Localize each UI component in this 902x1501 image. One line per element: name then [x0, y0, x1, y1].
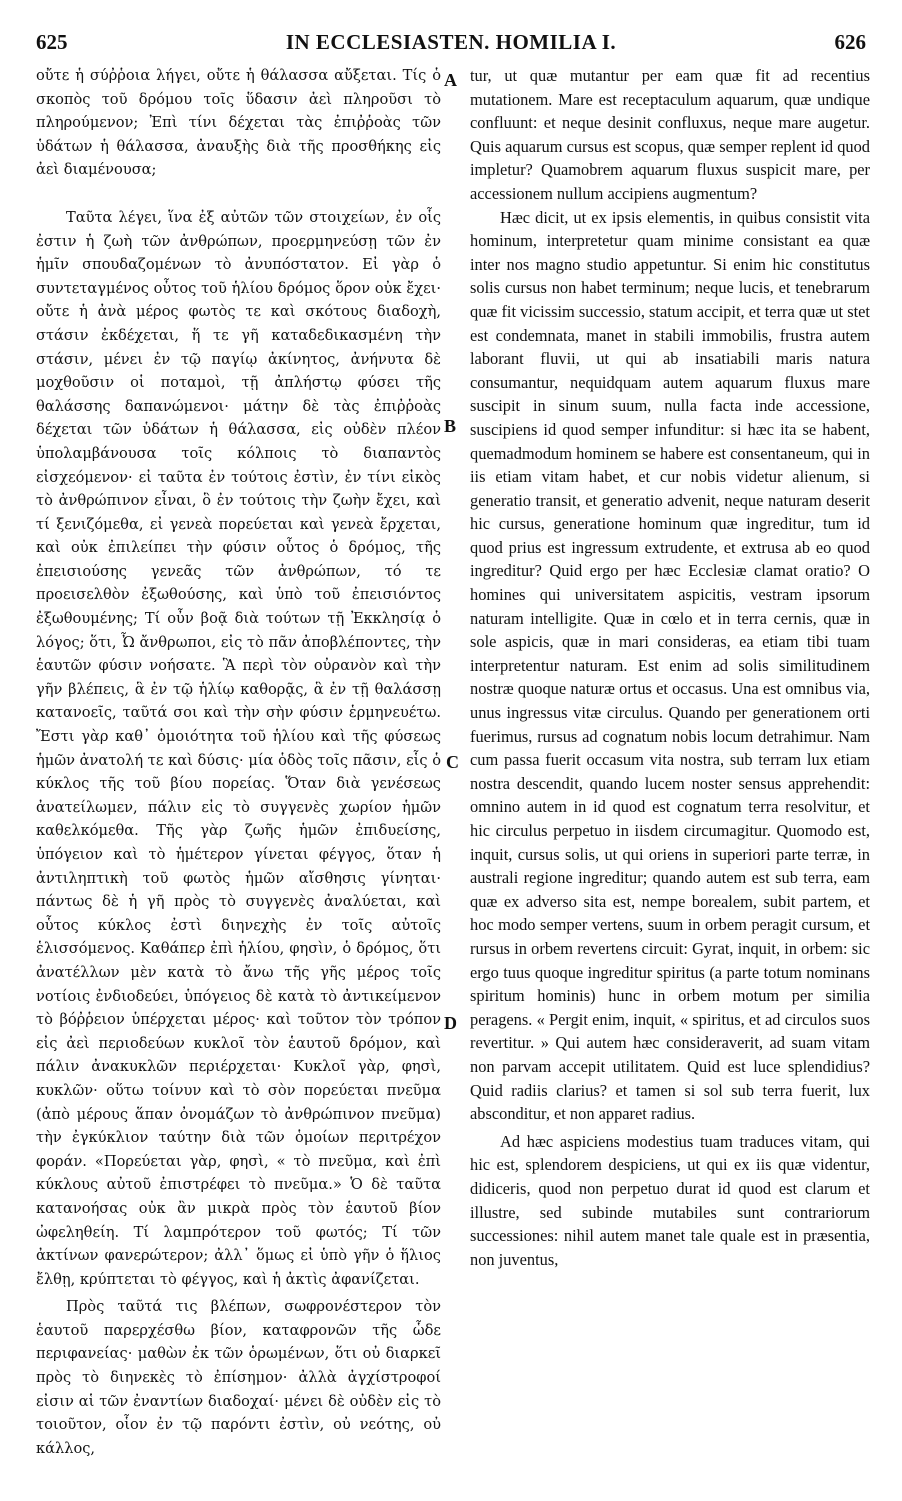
margin-marker-b: B [444, 416, 457, 436]
page-number-right: 626 [834, 30, 866, 54]
margin-marker-d: D [444, 1013, 457, 1033]
greek-paragraph-1: οὔτε ἡ σύῤῥοια λήγει, οὔτε ἡ θάλασσα αὔξεται. Τίς ὁ σκοπὸς τοῦ δρόμου τοῖς ὕδασιν ἀεὶ πληροῦσι τὸ πληρούμενον; Ἐπὶ τίνι δέχεται τὰς ἐπιῤῥοὰς τῶν ὑδάτων ἡ θάλασσα, ἀναυξὴς διὰ τῆς προσθήκης εἰς ἀεὶ διαμένουσα; [36, 67, 441, 179]
page-number-left: 625 [36, 30, 68, 54]
greek-column [36, 64, 441, 1494]
running-header [0, 30, 902, 60]
latin-paragraph-3: Ad hæc aspiciens modestius tuam traduces vitam, qui hic est, splendorem despiciens, ut qui ex iis quæ videntur, didiceris, quod non perpetuo durat id quod est clarum et illustre, sed subinde mutabiles sunt contrariorum successiones: nihil autem manet tale quale est in præsentia, non juventus, [470, 1131, 870, 1269]
margin-marker-c: C [446, 752, 459, 772]
latin-paragraph-2: Hæc dicit, ut ex ipsis elementis, in quibus consistit vita hominum, interpretetur quam minime consistant ea quæ inter nos magno studio appetuntur. Si enim hic constitutus solis cursus non habet terminum; neque lucis, et tenebrarum quæ fit vicissim successio, statum accipit, et terra quæ ut stet est condemnata, manet in stabili immobilis, frustra autem laborant fluvii, ut qui ab insatiabili maris natura consumantur, nequidquam autem aquarum fluxus mare suscipit in sinum suum, nulla facta inde accessione, suscipiens id quod semper infunditur: si hæc ita se habent, quemadmodum hominem se habere est consentaneum, qui in iis etiam vitam habet, et cur nobis videtur alienum, si generatio transit, et generatio advenit, neque naturam deserit hic cursus, generatione hominum quæ ingreditur, tum id quod prius est ingressum extrudente, et extrusa ab eo quod ingreditur? Quid ergo per hæc Ecclesiæ clamat oratio? O homines qui universitatem aspicitis, vestram ipsorum naturam intelligite. Quæ in cœlo et in terra cernis, quæ in sole aspicis, quæ in mari consideras, ea etiam tibi tuam interpretentur naturam. Est enim ad solis similitudinem nostræ quoque naturæ ortus et occasus. Una est omnibus via, unus ingressus vitæ circulus. Quando per generationem orti fuerimus, rursus ad cognatum nobis locum detrahimur. Nam cum passa fuerit occasum vita nostra, sub terram lux etiam nostra descendit, quando lucem noster sensus apprehendit: omnino autem in id quod est cognatum terra resolvitur, et hic circulus perpetuo in iisdem circumagitur. Quomodo est, inquit, cursus solis, ut qui oriens in superiori parte terræ, in australi regione ingreditur; quando autem est sub terra, eam quæ ex adverso sita est, nempe borealem, subit partem, et hoc modo semper vertens, suum in orbem peragit cursum, et rursus in orbem revertens circuit: Gyrat, inquit, in orbem: sic ergo tuus quoque ingreditur spiritus (a parte totum nominans spiritum hominis) hunc in orbem motum per similia peragens. « Pergit enim, inquit, « spiritus, et ad circulos suos revertitur. » Qui autem hæc consideraverit, ad suam vitam non parvam accepit utilitatem. Quid est luce splendidius? Quid radiis clarius? et tamen si sol sub terra fuerit, lux absconditur, et non apparet radius. [470, 207, 870, 1124]
latin-paragraph-1: tur, ut quæ mutantur per eam quæ fit ad recentius mutationem. Mare est receptaculum aquarum, quæ undique confluunt: et neque desinit confluxus, neque mare augetur. Quis aquarum cursus est scopus, quæ semper replent id quod impletur? Quamobrem aquarum fluxus suspicit mare, per accessionem nullum accipiens augmentum? [470, 66, 870, 203]
margin-marker-a: A [444, 70, 457, 90]
greek-paragraph-2: Ταῦτα λέγει, ἵνα ἐξ αὐτῶν τῶν στοιχείων, ἐν οἷς ἐστιν ἡ ζωὴ τῶν ἀνθρώπων, προερμηνεύσῃ τῶν ἐν ἡμῖν σπουδαζομένων τὸ ἀνυπόστατον. Εἰ γὰρ ὁ συντεταγμένος οὗτος τοῦ ἡλίου δρόμος ὅρον οὐκ ἔχει· οὔτε ἡ ἀνὰ μέρος φωτὸς τε καὶ σκότους διαδοχὴ, στάσιν ἐκδέχεται, ἥ τε γῆ καταδεδικασμένη τὴν στάσιν, μένει ἐν τῷ παγίῳ ἀκίνητος, ἀνήνυτα δὲ μοχθοῦσιν οἱ ποταμοὶ, τῇ ἀπλήστῳ φύσει τῆς θαλάσσης δαπανώμενοι· μάτην δὲ τὰς ἐπιῤῥοὰς δέχεται τῶν ὑδάτων ἡ θάλασσα, εἰς οὐδὲν πλέον ὑπολαμβάνουσα τοῖς κόλποις τὸ διαπαντὸς εἰσχεόμενον· εἰ ταῦτα ἐν τούτοις ἐστὶν, ἐν τίνι εἰκὸς τὸ ἀνθρώπινον εἶναι, ὃ ἐν τούτοις τὴν ζωὴν ἔχει, καὶ τί ξενιζόμεθα, εἰ γενεὰ πορεύεται καὶ γενεὰ ἔρχεται, καὶ οὐκ ἐπιλείπει τὴν φύσιν οὗτος ὁ δρόμος, τῆς ἐπεισιούσης γενεᾶς τῶν ἀνθρώπων, τό τε προεισελθὸν ἐξωθούσης, καὶ ὑπὸ τοῦ ἐπεισιόντος ἐξωθουμένης; Τί οὖν βοᾷ διὰ τούτων τῇ Ἐκκλησίᾳ ὁ λόγος; ὅτι, Ὦ ἄνθρωποι, εἰς τὸ πᾶν ἀποβλέποντες, τὴν ἑαυτῶν φύσιν νοήσατε. Ἃ περὶ τὸν οὐρανὸν καὶ τὴν γῆν βλέπεις, ἃ ἐν τῷ ἡλίῳ καθορᾷς, ἃ ἐν τῇ θαλάσσῃ κατανοεῖς, ταῦτά σοι καὶ τὴν σὴν φύσιν ἑρμηνευέτω. Ἔστι γὰρ καθ᾽ ὁμοιότητα τοῦ ἡλίου καὶ τῆς φύσεως ἡμῶν ἀνατολή τε καὶ δύσις· μία ὁδὸς τοῖς πᾶσιν, εἷς ὁ κύκλος τῆς τοῦ βίου πορείας. Ὅταν διὰ γενέσεως ἀνατείλωμεν, πάλιν εἰς τὸ συγγενὲς χωρίον ἡμῶν καθελκόμεθα. Τῆς γὰρ ζωῆς ἡμῶν ἐπιδυείσης, ὑπόγειον καὶ τὸ ἡμέτερον γίνεται φέγγος, ὅταν ἡ ἀντιληπτικὴ τοῦ φωτὸς ἡμῶν αἴσθησις γίνηται· πάντως δὲ ἡ γῆ πρὸς τὸ συγγενὲς ἀναλύεται, καὶ οὗτος κύκλος ἐστὶ διηνεχὴς ἐν τοῖς αὐτοῖς ἑλισσόμενος. Καθάπερ ἐπὶ ἡλίου, φησὶν, ὁ δρόμος, ὅτι ἀνατέλλων μὲν κατὰ τὸ ἄνω τῆς γῆς μέρος τοῖς νοτίοις ἐνδιοδεύει, ὑπόγειος δὲ κατὰ τὸ ἀντικείμενον τὸ βόῤῥειον ὑπέρχεται μέρος· καὶ τοῦτον τὸν τρόπον εἰς ἀεὶ περιοδεύων κυκλοῖ τὸν ἑαυτοῦ δρόμον, καὶ πάλιν ἀνακυκλῶν περιέρχεται· Κυκλοῖ γὰρ, φησὶ, κυκλῶν· οὕτω τοίνυν καὶ τὸ σὸν πορεύεται πνεῦμα (ἀπὸ μέρους ἅπαν ὀνομάζων τὸ ἀνθρώπινον πνεῦμα) τὴν ἐγκύκλιον ταύτην διὰ τῶν ὁμοίων περιτρέχον φοράν. «Πορεύεται γὰρ, φησὶ, « τὸ πνεῦμα, καὶ ἐπὶ κύκλους αὐτοῦ ἐπιστρέφει τὸ πνεῦμα.» Ὁ δὲ ταῦτα κατανοήσας οὐκ ἂν μικρὰ πρὸς τὸν ἑαυτοῦ βίον ὠφεληθείη. Τί λαμπρότερον τοῦ φωτός; Τί τῶν ἀκτίνων φανερώτερον; ἀλλ᾽ ὅμως εἰ ὑπὸ γῆν ὁ ἥλιος ἔλθῃ, κρύπτεται τὸ φέγγος, καὶ ἡ ἀκτὶς ἀφανίζεται. [36, 208, 441, 1288]
greek-paragraph-3: Πρὸς ταῦτά τις βλέπων, σωφρονέστερον τὸν ἑαυτοῦ παρερχέσθω βίον, καταφρονῶν τῆς ὧδε περιφανείας· μαθὼν ἐκ τῶν ὁρωμένων, ὅτι οὐ διαρκεῖ πρὸς τὸ διηνεκὲς τὸ ἐπίσημον· ἀλλὰ ἀγχίστροφοί εἰσιν αἱ τῶν ἐναντίων διαδοχαί· μένει δὲ οὐδὲν εἰς τὸ τοιοῦτον, οἷον ἐν τῷ παρόντι ἐστὶν, οὐ νεότης, οὐ κάλλος, [36, 1298, 441, 1457]
running-title: IN ECCLESIASTEN. HOMILIA I. [285, 30, 617, 54]
latin-column [470, 64, 870, 1494]
